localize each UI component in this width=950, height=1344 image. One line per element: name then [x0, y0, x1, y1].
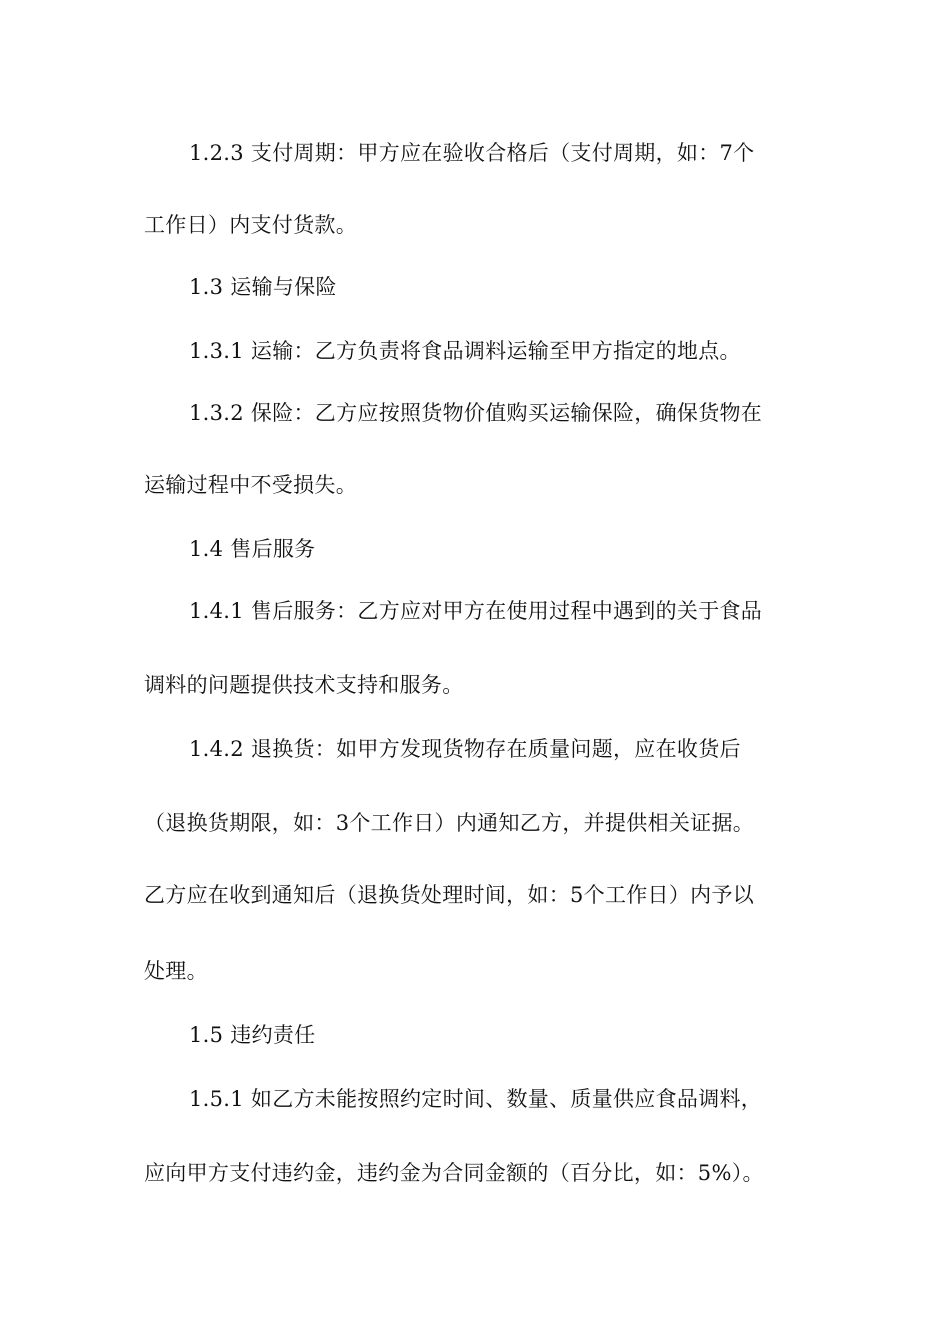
- clause-1-4-2-line-4: 处理。: [144, 959, 208, 983]
- clause-1-5-1-line-1: 1.5.1 如乙方未能按照约定时间、数量、质量供应食品调料，: [189, 1087, 763, 1111]
- clause-1-4-2-line-3: 乙方应在收到通知后（退换货处理时间，如：5个工作日）内予以: [144, 883, 755, 907]
- clause-1-2-3-line-2: 工作日）内支付货款。: [144, 213, 357, 237]
- section-1-3-heading: 1.3 运输与保险: [189, 275, 337, 299]
- clause-1-4-2-line-1: 1.4.2 退换货：如甲方发现货物存在质量问题，应在收货后: [189, 737, 741, 761]
- clause-1-4-1-line-1: 1.4.1 售后服务：乙方应对甲方在使用过程中遇到的关于食品: [189, 599, 763, 623]
- section-1-4-heading: 1.4 售后服务: [189, 537, 316, 561]
- clause-1-4-1-line-2: 调料的问题提供技术支持和服务。: [144, 673, 464, 697]
- clause-1-3-2-line-1: 1.3.2 保险：乙方应按照货物价值购买运输保险，确保货物在: [189, 401, 763, 425]
- clause-1-3-1-line-1: 1.3.1 运输：乙方负责将食品调料运输至甲方指定的地点。: [189, 339, 741, 363]
- clause-1-5-1-line-2: 应向甲方支付违约金，违约金为合同金额的（百分比，如：5%）。: [144, 1161, 764, 1185]
- section-1-5-heading: 1.5 违约责任: [189, 1023, 316, 1047]
- clause-1-4-2-line-2: （退换货期限，如：3个工作日）内通知乙方，并提供相关证据。: [144, 811, 755, 835]
- clause-1-3-2-line-2: 运输过程中不受损失。: [144, 473, 357, 497]
- clause-1-2-3-line-1: 1.2.3 支付周期：甲方应在验收合格后（支付周期，如：7个: [189, 141, 755, 165]
